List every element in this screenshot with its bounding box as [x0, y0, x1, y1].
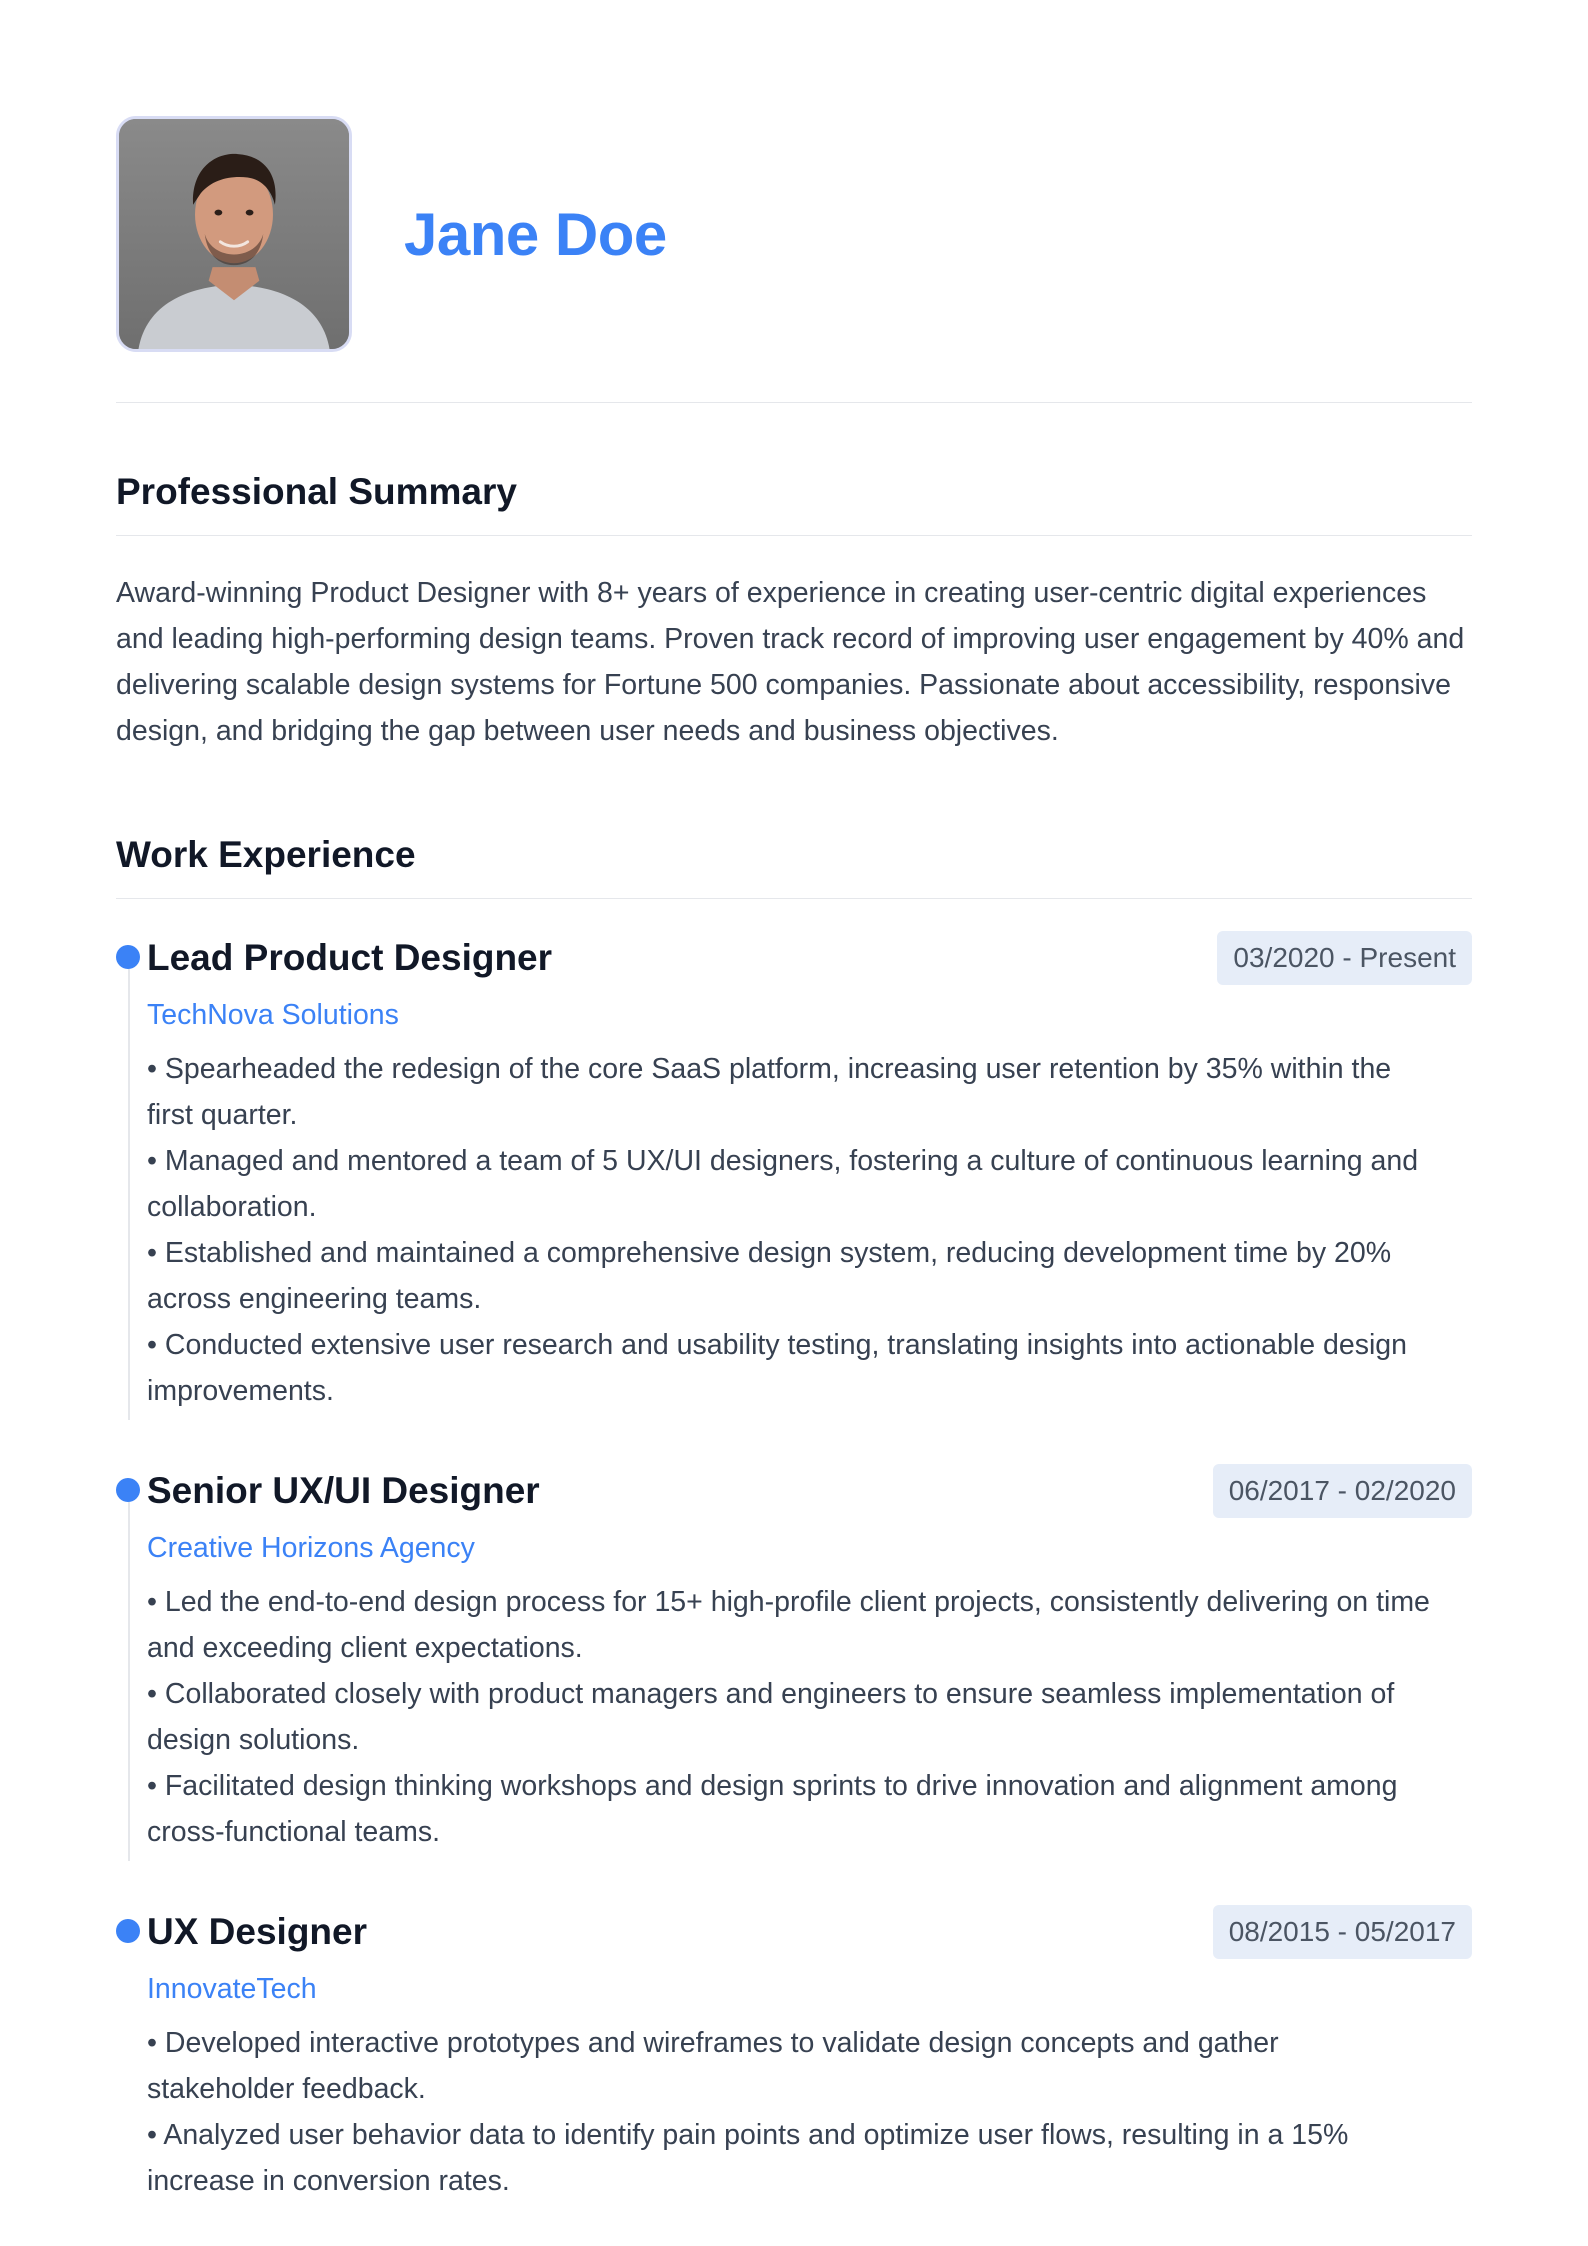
- job-bullets: [147, 2020, 1472, 2204]
- job-date-badge: 06/2017 - 02/2020: [1213, 1464, 1472, 1518]
- job-title: UX Designer: [147, 1911, 368, 1952]
- company-name: Creative Horizons Agency: [147, 1532, 475, 1564]
- job-bullets: [147, 1046, 1472, 1414]
- job-bullet: • Managed and mentored a team of 5 UX/UI designers, fostering a culture of continuous learning and collaboration.: [147, 1145, 1419, 1223]
- timeline-dot-icon: [116, 945, 140, 969]
- work-experience-section: [116, 754, 1472, 2204]
- job-date-badge: 08/2015 - 05/2017: [1213, 1905, 1472, 1959]
- job-bullet: • Spearheaded the redesign of the core SaaS platform, increasing user retention by 35% within the first quarter.: [147, 1053, 1392, 1131]
- timeline-dot-icon: [116, 1478, 140, 1502]
- job-bullet: • Facilitated design thinking workshops and design sprints to drive innovation and alignment among cross-functional teams.: [147, 1770, 1398, 1848]
- job-bullet: • Conducted extensive user research and usability testing, translating insights into actionable design improvements.: [147, 1329, 1407, 1407]
- job-header: [147, 931, 1472, 985]
- job-header: [147, 1905, 1472, 1959]
- resume-header: [116, 0, 1472, 403]
- job-header: [147, 1464, 1472, 1518]
- job-entry: [116, 1464, 1472, 1855]
- work-experience-heading: Work Experience: [116, 834, 1472, 899]
- job-bullet: • Led the end-to-end design process for 15+ high-profile client projects, consistently delivering on time and exceeding client expectations.: [147, 1586, 1430, 1664]
- job-title: Senior UX/UI Designer: [147, 1470, 540, 1511]
- person-icon: [119, 119, 349, 349]
- job-date-badge: 03/2020 - Present: [1217, 931, 1472, 985]
- job-entry: [116, 1905, 1472, 2204]
- summary-heading: Professional Summary: [116, 471, 1472, 536]
- job-bullets: [147, 1579, 1472, 1855]
- candidate-name: Jane Doe: [404, 200, 667, 268]
- summary-section: [116, 403, 1472, 754]
- job-bullet: • Collaborated closely with product managers and engineers to ensure seamless implementation of design solutions.: [147, 1678, 1395, 1756]
- job-title: Lead Product Designer: [147, 937, 553, 978]
- job-list: [116, 931, 1472, 2204]
- job-bullet: • Analyzed user behavior data to identify pain points and optimize user flows, resulting in a 15% increase in conversion rates.: [147, 2119, 1349, 2197]
- profile-photo: [116, 116, 352, 352]
- company-name: InnovateTech: [147, 1973, 317, 2005]
- timeline-dot-icon: [116, 1919, 140, 1943]
- job-bullet: • Developed interactive prototypes and wireframes to validate design concepts and gather stakeholder feedback.: [147, 2027, 1279, 2105]
- job-entry: [116, 931, 1472, 1414]
- summary-text: Award-winning Product Designer with 8+ years of experience in creating user-centric digital experiences and leading high-performing design teams. Proven track record of improving user engagement by 40% and delivering scalable design systems for Fortune 500 companies. Passionate about accessibility, responsive design, and bridging the gap between user needs and business objectives.: [116, 577, 1465, 747]
- company-name: TechNova Solutions: [147, 999, 399, 1031]
- job-bullet: • Established and maintained a comprehensive design system, reducing development time by 20% across engineering teams.: [147, 1237, 1392, 1315]
